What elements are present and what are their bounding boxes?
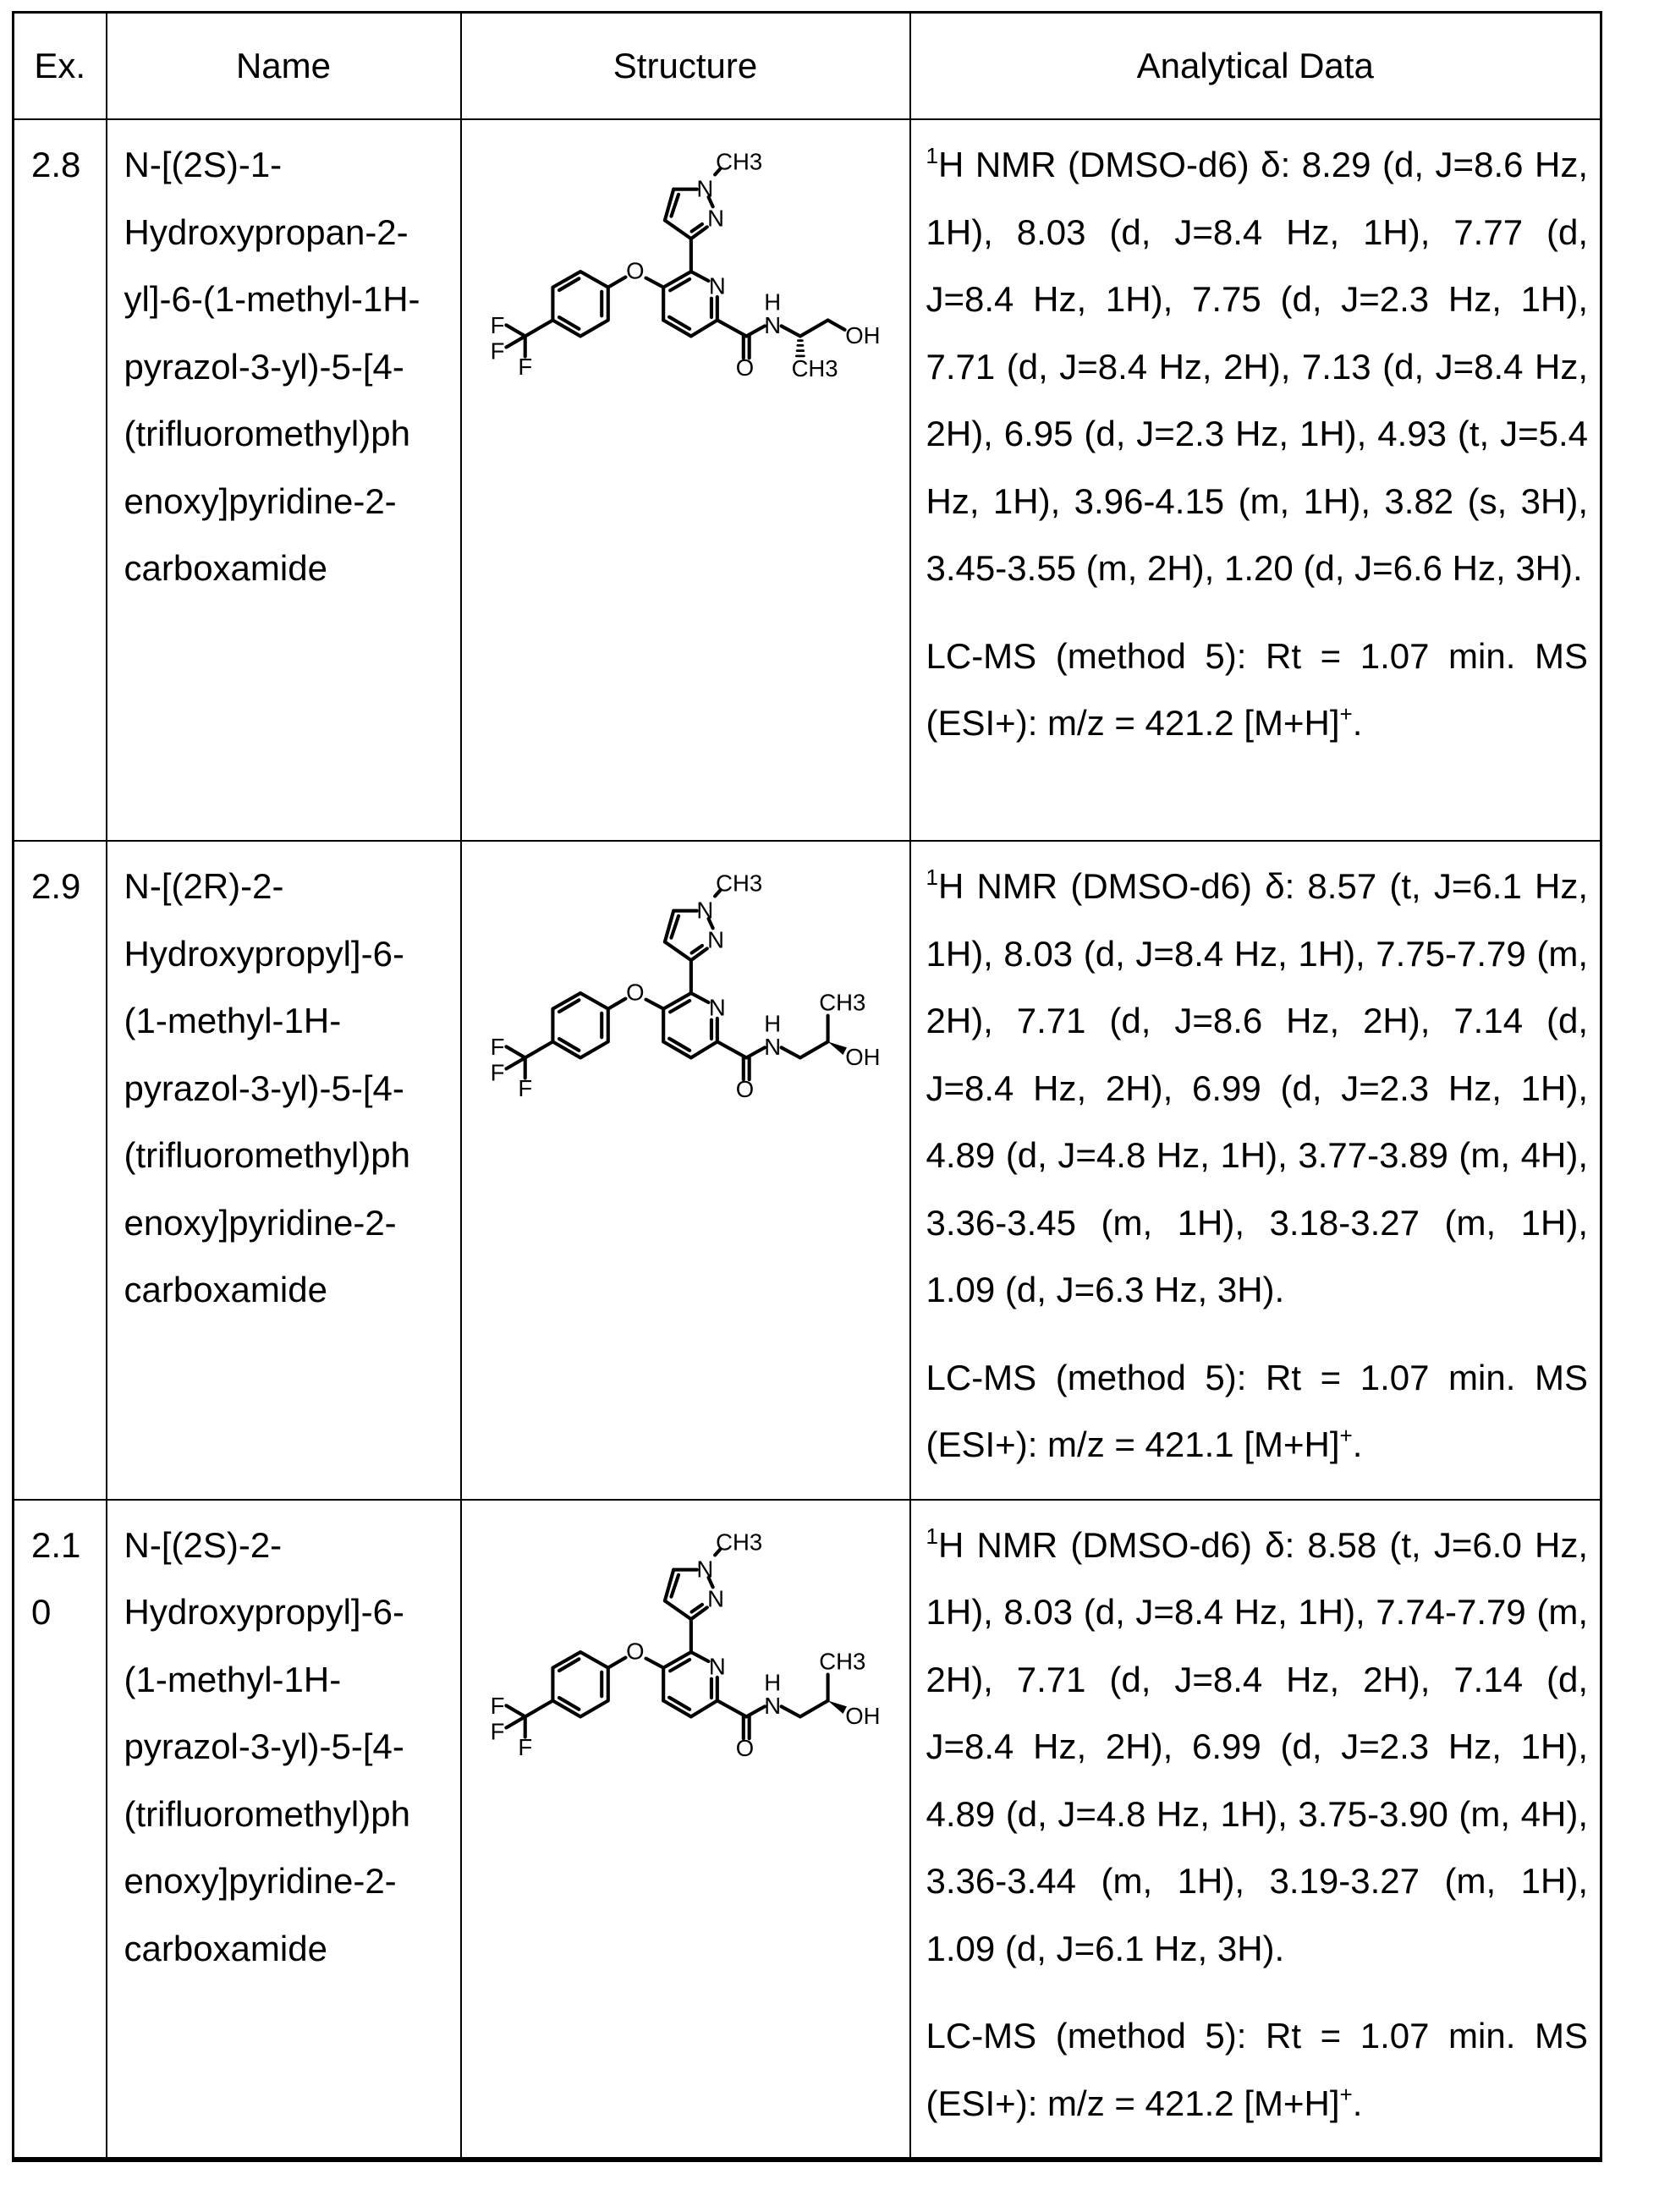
hydrogen-label: H — [764, 1010, 781, 1036]
nmr-data: 1H NMR (DMSO-d6) δ: 8.57 (t, J=6.1 Hz, 1H), 8.03 (d, J=8.4 Hz, 1H), 7.75-7.79 (m, 2H), 7.71 (d, J=8.6 Hz, 2H), 7.14 (d, J=8.4 Hz, 2H), 6.99 (d, J=2.3 Hz, 1H), 4.89 (d, J=4.8 Hz, 1H), 3.77-3.89 (m, 4H), 3.36-3.45 (m, 1H), 3.18-3.27 (m, 1H), 1.09 (d, J=6.3 Hz, 3H). — [926, 853, 1589, 1324]
name-line: N-[(2S)-2- — [124, 1512, 452, 1579]
name-line: carboxamide — [124, 535, 452, 602]
table-row — [14, 1500, 1601, 2160]
fluorine-label: F — [490, 1059, 504, 1085]
name-line: (trifluoromethyl)ph — [124, 400, 452, 468]
header-name: Name — [107, 13, 461, 120]
oxygen-label: O — [626, 979, 644, 1005]
example-number: 2.8 — [31, 131, 91, 199]
header-ex: Ex. — [14, 13, 107, 120]
oxygen-label: O — [735, 1076, 753, 1102]
chemical-structure — [475, 857, 932, 1128]
analytical-data-cell — [910, 1500, 1601, 2160]
nitrogen-label: N — [696, 1556, 713, 1582]
nitrogen-label: N — [708, 273, 725, 299]
compound-table — [12, 11, 1602, 2162]
compound-name-cell — [107, 1500, 461, 2160]
name-line: Hydroxypropyl]-6- — [124, 1578, 452, 1646]
analytical-data-cell — [910, 841, 1601, 1500]
table-row — [14, 841, 1601, 1500]
example-number-cell — [14, 119, 107, 841]
oxygen-label: O — [626, 1638, 644, 1664]
chemical-structure — [475, 135, 932, 406]
nitrogen-label: N — [707, 1585, 724, 1611]
fluorine-label: F — [518, 1733, 532, 1759]
methyl-label: CH3 — [716, 870, 762, 897]
nitrogen-label: N — [707, 205, 724, 231]
name-line: Hydroxypropyl]-6- — [124, 920, 452, 988]
table-row — [14, 119, 1601, 841]
methyl-label: CH3 — [819, 1648, 865, 1674]
name-line: Hydroxypropan-2- — [124, 199, 452, 266]
nitrogen-label: N — [764, 312, 781, 338]
name-line: enoxy]pyridine-2- — [124, 1847, 452, 1915]
hydrogen-label: H — [764, 1669, 781, 1695]
nmr-data: 1H NMR (DMSO-d6) δ: 8.29 (d, J=8.6 Hz, 1H), 8.03 (d, J=8.4 Hz, 1H), 7.77 (d, J=8.4 Hz, 1H), 7.75 (d, J=2.3 Hz, 1H), 7.71 (d, J=8.4 Hz, 2H), 7.13 (d, J=8.4 Hz, 2H), 6.95 (d, J=2.3 Hz, 1H), 4.93 (t, J=5.4 Hz, 1H), 3.96-4.15 (m, 1H), 3.82 (s, 3H), 3.45-3.55 (m, 2H), 1.20 (d, J=6.6 Hz, 3H). — [926, 131, 1589, 602]
oxygen-label: O — [626, 257, 644, 283]
hydroxyl-label: OH — [845, 322, 880, 349]
name-line: pyrazol-3-yl)-5-[4- — [124, 1713, 452, 1781]
name-line: pyrazol-3-yl)-5-[4- — [124, 1055, 452, 1122]
fluorine-label: F — [490, 1034, 504, 1060]
fluorine-label: F — [490, 1692, 504, 1718]
methyl-label: CH3 — [716, 149, 762, 175]
fluorine-label: F — [518, 354, 532, 380]
fluorine-label: F — [490, 1718, 504, 1744]
lcms-data: LC-MS (method 5): Rt = 1.07 min. MS (ESI+): m/z = 421.2 [M+H]+. — [926, 623, 1589, 757]
header-analytical: Analytical Data — [910, 13, 1601, 120]
compound-name-cell — [107, 841, 461, 1500]
structure-cell — [461, 119, 910, 841]
header-row — [14, 13, 1601, 120]
example-number-cell — [14, 841, 107, 1500]
hydroxyl-label: OH — [845, 1044, 880, 1070]
lcms-data: LC-MS (method 5): Rt = 1.07 min. MS (ESI+): m/z = 421.1 [M+H]+. — [926, 1344, 1589, 1479]
nitrogen-label: N — [708, 995, 725, 1021]
name-line: carboxamide — [124, 1915, 452, 1983]
nitrogen-label: N — [708, 1653, 725, 1679]
fluorine-label: F — [490, 338, 504, 364]
methyl-label: CH3 — [716, 1529, 762, 1555]
nmr-data: 1H NMR (DMSO-d6) δ: 8.58 (t, J=6.0 Hz, 1H), 8.03 (d, J=8.4 Hz, 1H), 7.74-7.79 (m, 2H), 7.71 (d, J=8.4 Hz, 2H), 7.14 (d, J=8.4 Hz, 2H), 6.99 (d, J=2.3 Hz, 1H), 4.89 (d, J=4.8 Hz, 1H), 3.75-3.90 (m, 4H), 3.36-3.44 (m, 1H), 3.19-3.27 (m, 1H), 1.09 (d, J=6.1 Hz, 3H). — [926, 1512, 1589, 1983]
hydrogen-label: H — [764, 288, 781, 315]
name-line: pyrazol-3-yl)-5-[4- — [124, 333, 452, 401]
fluorine-label: F — [518, 1075, 532, 1101]
chemical-structure — [475, 1516, 932, 1787]
example-number: 2.10 — [31, 1512, 91, 1646]
example-number: 2.9 — [31, 853, 91, 920]
lcms-data: LC-MS (method 5): Rt = 1.07 min. MS (ESI+): m/z = 421.2 [M+H]+. — [926, 2002, 1589, 2137]
compound-name-cell — [107, 119, 461, 841]
oxygen-label: O — [735, 354, 753, 381]
header-structure: Structure — [461, 13, 910, 120]
nitrogen-label: N — [696, 175, 713, 201]
wedge-bond — [827, 1041, 846, 1054]
nitrogen-label: N — [764, 1034, 781, 1060]
nitrogen-label: N — [696, 897, 713, 923]
methyl-label: CH3 — [819, 990, 865, 1016]
name-line: (trifluoromethyl)ph — [124, 1781, 452, 1848]
nitrogen-label: N — [764, 1692, 781, 1718]
hydroxyl-label: OH — [845, 1703, 880, 1729]
structure-cell — [461, 841, 910, 1500]
fluorine-label: F — [490, 312, 504, 338]
name-line: (1-methyl-1H- — [124, 987, 452, 1055]
name-line: enoxy]pyridine-2- — [124, 1189, 452, 1257]
nitrogen-label: N — [707, 926, 724, 952]
wedge-bond — [827, 1700, 846, 1713]
name-line: (1-methyl-1H- — [124, 1646, 452, 1714]
name-line: carboxamide — [124, 1256, 452, 1324]
example-number-cell — [14, 1500, 107, 2160]
name-line: N-[(2S)-1- — [124, 131, 452, 199]
name-line: N-[(2R)-2- — [124, 853, 452, 920]
oxygen-label: O — [735, 1734, 753, 1760]
name-line: enoxy]pyridine-2- — [124, 468, 452, 535]
analytical-data-cell — [910, 119, 1601, 841]
name-line: yl]-6-(1-methyl-1H- — [124, 266, 452, 333]
methyl-label: CH3 — [791, 355, 838, 381]
structure-cell — [461, 1500, 910, 2160]
name-line: (trifluoromethyl)ph — [124, 1122, 452, 1189]
